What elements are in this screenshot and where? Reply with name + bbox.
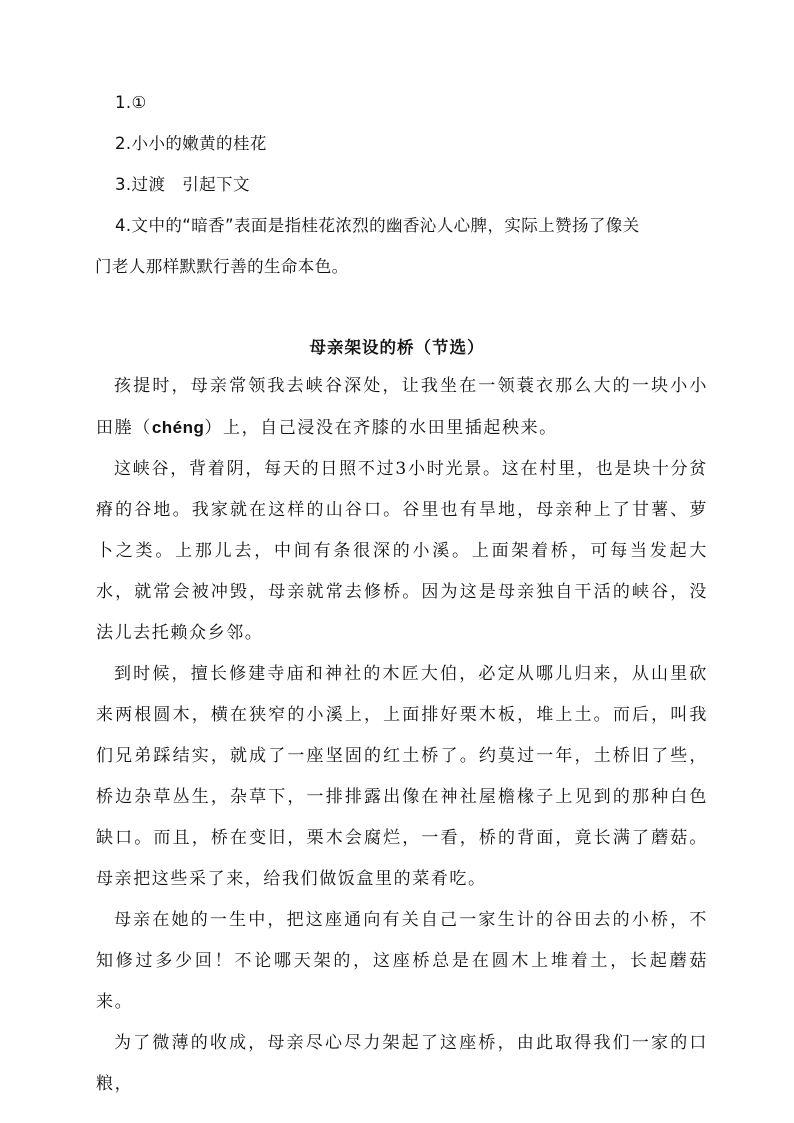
answer-4-line-1: 4.文中的“暗香”表面是指桂花浓烈的幽香沁人心脾，实际上赞扬了像关 — [115, 216, 640, 235]
answer-2: 2.小小的嫩黄的桂花 — [115, 134, 267, 153]
paragraph-1-text-a: 孩提时，母亲常领我去峡谷深处，让我坐在一领蓑衣那么大的一块小小田塍（ — [96, 376, 708, 438]
article-title: 母亲架设的桥（节选） — [309, 338, 485, 357]
article-body — [96, 366, 708, 1105]
answer-1: 1.① — [115, 93, 147, 112]
paragraph-2: 这峡谷，背着阴，每天的日照不过3小时光景。这在村里，也是块十分贫瘠的谷地。我家就在这样的山谷口。谷里也有旱地，母亲种上了甘薯、萝卜之类。上那儿去，中间有条很深的小溪。上面架着桥，可每当发起大水，就常会被冲毁，母亲就常去修桥。因为这是母亲独自干活的峡谷，没法儿去托赖众乡邻。 — [96, 459, 708, 643]
paragraph-1 — [96, 366, 708, 449]
answer-4-line-2: 门老人那样默默行善的生命本色。 — [95, 257, 349, 276]
paragraph-4: 母亲在她的一生中，把这座通向有关自己一家生计的谷田去的小桥，不知修过多少回！不论哪天架的，这座桥总是在圆木上堆着土，长起蘑菇来。 — [96, 910, 708, 1012]
paragraph-3: 到时候，擅长修建寺庙和神社的木匠大伯，必定从哪儿归来，从山里砍来两根圆木，横在狭窄的小溪上，上面排好栗木板，堆上土。而后，叫我们兄弟踩结实，就成了一座坚固的红土桥了。约莫过一年，土桥旧了些，桥边杂草丛生，杂草下，一排排露出像在神社屋檐椽子上见到的那种白色缺口。而且，桥在变旧，栗木会腐烂，一看，桥的背面，竟长满了蘑菇。母亲把这些采了来，给我们做饭盒里的菜肴吃。 — [96, 664, 708, 889]
paragraph-5: 为了微薄的收成，母亲尽心尽力架起了这座桥，由此取得我们一家的口粮， — [96, 1033, 708, 1094]
pinyin-annotation: chéng — [151, 418, 205, 437]
answer-section — [95, 82, 705, 287]
answer-3: 3.过渡 引起下文 — [115, 175, 250, 194]
paragraph-1-text-b: ）上，自己浸没在齐膝的水田里插起秧来。 — [204, 418, 558, 438]
